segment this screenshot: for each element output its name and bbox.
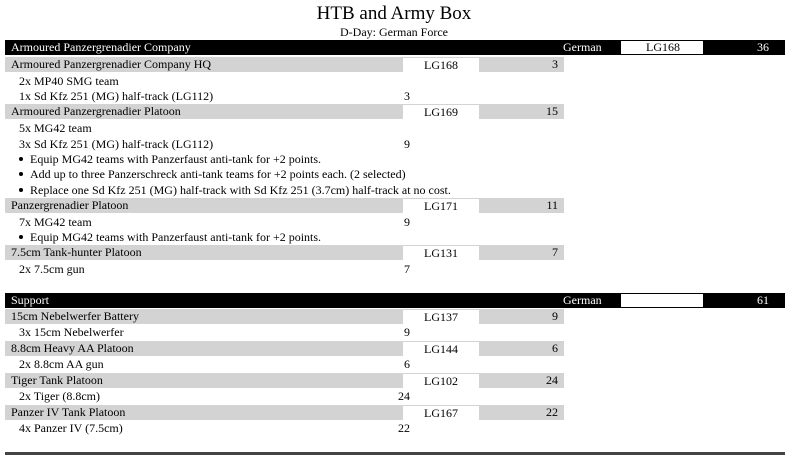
unit-header-nebelwerfer <box>5 309 564 324</box>
bullet-icon <box>19 235 23 239</box>
unit-line-points: 7 <box>404 262 410 276</box>
bullet-icon <box>19 188 23 192</box>
unit-points: 22 <box>546 405 558 419</box>
unit-header-tiger <box>5 373 564 388</box>
unit-label: 7.5cm Tank-hunter Platoon <box>11 245 142 259</box>
unit-line: 3x 15cm Nebelwerfer <box>19 325 124 339</box>
unit-points: 3 <box>552 57 558 71</box>
unit-label: Armoured Panzergrenadier Platoon <box>11 104 181 118</box>
unit-line: 2x Tiger (8.8cm) <box>19 389 100 403</box>
unit-line: 2x MP40 SMG team <box>19 74 119 88</box>
unit-header-aa <box>5 341 564 356</box>
page-subtitle: D-Day: German Force <box>340 25 448 39</box>
option-line <box>19 152 321 166</box>
unit-points: 24 <box>546 373 558 387</box>
unit-label: 8.8cm Heavy AA Platoon <box>11 341 134 355</box>
unit-line: 3x Sd Kfz 251 (MG) half-track (LG112) <box>19 137 214 151</box>
unit-line-points: 24 <box>398 389 410 403</box>
section-code <box>621 294 703 307</box>
option-line <box>19 183 451 197</box>
unit-label: Panzer IV Tank Platoon <box>11 405 126 419</box>
unit-points: 15 <box>546 104 558 118</box>
unit-code: LG137 <box>403 310 479 324</box>
unit-line-points: 9 <box>404 137 410 151</box>
unit-line: 5x MG42 team <box>19 121 92 135</box>
unit-header-apg <box>5 104 564 119</box>
section-nation: German <box>563 293 602 307</box>
unit-line-points: 9 <box>404 325 410 339</box>
unit-code: LG171 <box>403 199 479 213</box>
option-text: Equip MG42 teams with Panzerfaust anti-tank for +2 points. <box>30 152 322 166</box>
option-text: Equip MG42 teams with Panzerfaust anti-tank for +2 points. <box>30 230 322 244</box>
section-header-company <box>5 40 785 55</box>
unit-label: Panzergrenadier Platoon <box>11 198 129 212</box>
unit-label: 15cm Nebelwerfer Battery <box>11 309 139 323</box>
unit-header-panzer-iv <box>5 405 564 420</box>
section-label: Support <box>11 293 50 307</box>
unit-line: 2x 8.8cm AA gun <box>19 357 104 371</box>
option-text: Add up to three Panzerschreck anti-tank teams for +2 points each. (2 selected) <box>30 167 406 181</box>
unit-line-points: 6 <box>404 357 410 371</box>
unit-code: LG167 <box>403 406 479 420</box>
unit-code: LG131 <box>403 246 479 260</box>
unit-points: 6 <box>552 341 558 355</box>
option-text: Replace one Sd Kfz 251 (MG) half-track with Sd Kfz 251 (3.7cm) half-track at no cost. <box>30 183 451 197</box>
unit-line-points: 3 <box>404 89 410 103</box>
unit-points: 11 <box>546 198 558 212</box>
unit-header-tankhunter <box>5 245 564 260</box>
section-header-support <box>5 293 785 308</box>
section-label: Armoured Panzergrenadier Company <box>11 40 191 54</box>
option-line <box>19 167 406 181</box>
section-nation: German <box>563 40 602 54</box>
unit-code: LG168 <box>403 58 479 72</box>
unit-line: 4x Panzer IV (7.5cm) <box>19 421 123 435</box>
unit-line-points: 22 <box>398 421 410 435</box>
section-points: 61 <box>757 293 769 307</box>
section-code: LG168 <box>621 41 703 54</box>
section-points: 36 <box>757 40 769 54</box>
unit-line-points: 9 <box>404 215 410 229</box>
unit-line: 1x Sd Kfz 251 (MG) half-track (LG112) <box>19 89 214 103</box>
unit-header-pg <box>5 198 564 213</box>
unit-code: LG169 <box>403 105 479 119</box>
unit-label: Armoured Panzergrenadier Company HQ <box>11 57 212 71</box>
unit-code: LG144 <box>403 342 479 356</box>
unit-points: 9 <box>552 309 558 323</box>
page-title: HTB and Army Box <box>316 3 472 24</box>
unit-points: 7 <box>552 245 558 259</box>
bullet-icon <box>19 172 23 176</box>
unit-label: Tiger Tank Platoon <box>11 373 103 387</box>
unit-header-hq <box>5 57 564 72</box>
unit-line: 2x 7.5cm gun <box>19 262 85 276</box>
option-line <box>19 230 321 244</box>
unit-code: LG102 <box>403 374 479 388</box>
unit-line: 7x MG42 team <box>19 215 92 229</box>
bullet-icon <box>19 157 23 161</box>
